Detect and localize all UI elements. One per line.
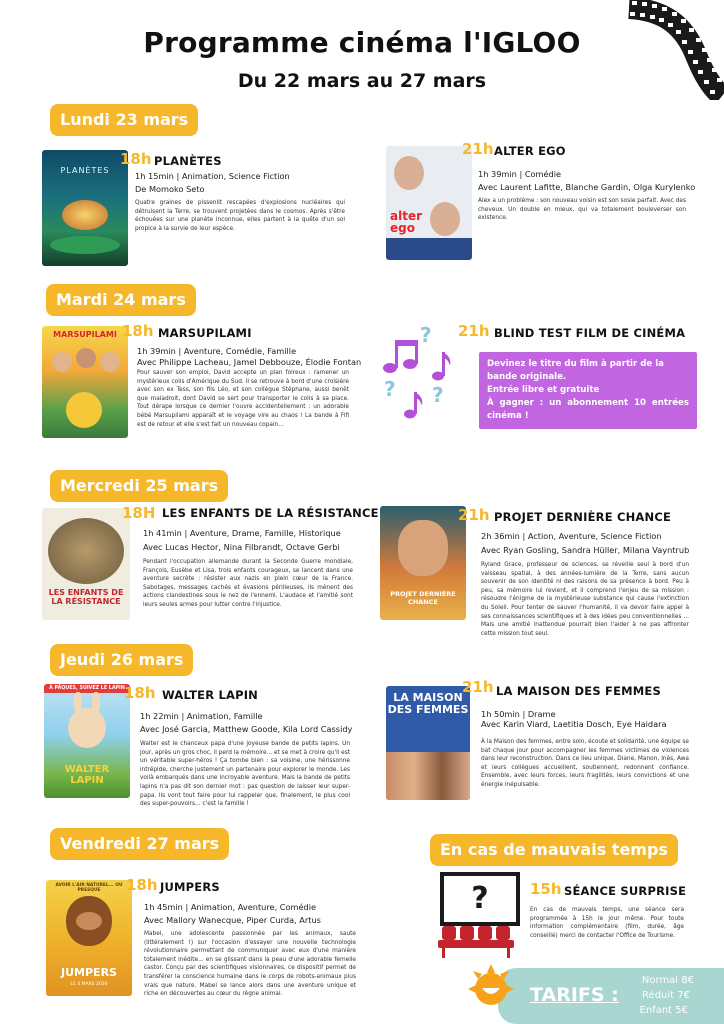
sun-smiley-icon xyxy=(466,962,516,1012)
poster-title: LES ENFANTS DE LA RÉSISTANCE xyxy=(48,588,124,606)
poster-title: MARSUPILAMI xyxy=(53,330,117,339)
poster-tagline: À PÂQUES, SUIVEZ LE LAPIN xyxy=(44,684,130,693)
movie-title: LA MAISON DES FEMMES xyxy=(496,684,661,698)
day-banner-wednesday: Mercredi 25 mars xyxy=(50,470,228,502)
showtime: 21h xyxy=(458,322,490,340)
movie-meta: 1h 15min | Animation, Science Fiction xyxy=(135,171,290,181)
movie-cast: Avec José Garcia, Matthew Goode, Kila Lord Cassidy xyxy=(140,724,353,734)
poster-alter-ego xyxy=(386,146,472,260)
movie-cast: Avec Karin Viard, Laetitia Dosch, Eye Haidara xyxy=(481,719,667,729)
movie-synopsis: Ryland Grace, professeur de sciences, se réveille seul à bord d'un vaisseau spatial, à des années-lumière de la Terre, sans aucun souvenir de son identité ni des raisons de sa présence à bord. Peu à peu, sa mémoire lui revient, et il comprend l'enjeu de sa mission : résoudre l'énigme de la mystérieuse substance qui cause l'extinction du Soleil. Pour tenter de sauver l'humanité, il va devoir faire appel à ses connaissances scientifiques et à des idées peu conventionnelles ... Mais une amitié inattendue pourrait bien l'aider à ne pas affronter cette mission tout seul. xyxy=(481,562,689,637)
poster-jumpers xyxy=(46,880,132,996)
showtime: 21h xyxy=(462,678,494,696)
poster-title: PLANÈTES xyxy=(60,166,110,175)
page-subtitle: Du 22 mars au 27 mars xyxy=(237,70,487,92)
poster-maison-des-femmes xyxy=(386,686,470,800)
poster-tagline: AVOIR L'AIR NATUREL... OU PRESQUE xyxy=(55,883,123,893)
bad-weather-description: En cas de mauvais temps, une séance sera programmée à 15h le jour même. Pour toute information complémentaire (film, durée, âge conseillé) merci de contacter l'Office de Tourisme. xyxy=(530,907,684,939)
page-title: Programme cinéma l'IGLOO xyxy=(143,26,581,59)
tarifs-label: TARIFS : xyxy=(530,984,619,1006)
movie-synopsis: À la Maison des femmes, entre soin, écoute et solidarité, une équipe se bat chaque jour pour accompagner les femmes victimes de violences dans leur reconstruction. Dans ce lieu unique, Diane, Manon, Inès, Awa et leurs collègues accueillent, soutiennent, redonnent confiance. Ensemble, avec leurs forces, leurs fragilités, leurs convictions et une énergie inépuisable. xyxy=(481,739,689,788)
movie-meta: 1h 39min | Aventure, Comédie, Famille xyxy=(137,346,297,356)
movie-meta: 1h 39min | Comédie xyxy=(478,169,562,179)
showtime: 18h xyxy=(124,684,156,702)
tarif-normal: Normal 8€ xyxy=(641,975,694,986)
poster-enfants-resistance xyxy=(42,508,130,620)
showtime: 18h xyxy=(126,876,158,894)
poster-title: WALTER LAPIN xyxy=(64,764,110,786)
day-banner-thursday: Jeudi 26 mars xyxy=(50,644,193,676)
movie-cast: Avec Mallory Wanecque, Piper Curda, Artus xyxy=(144,915,321,925)
poster-marsupilami xyxy=(42,326,128,438)
svg-text:?: ? xyxy=(432,383,444,407)
poster-title: LA MAISON DES FEMMES xyxy=(387,691,469,716)
day-banner-monday: Lundi 23 mars xyxy=(50,104,198,136)
movie-synopsis: Mabel, une adolescente passionnée par les animaux, saute (littéralement !) sur l'occasion d'essayer une nouvelle technologie révolutionnaire permettant de communiquer avec eux d'une manière totalement inédite... en se glissant dans la peau d'une adorable femelle castor. Conçu par des scientifiques visionnaires, ce dispositif permet de transférer la conscience humaine dans le corps de robots-animaux plus vrais que nature. Mabel se lance alors dans une aventure unique et riche en découvertes au cœur du règne animal. xyxy=(144,931,356,998)
poster-projet-derniere-chance xyxy=(380,506,466,620)
poster-release-date: LE 4 MARS 2026 xyxy=(70,982,108,987)
svg-text:?: ? xyxy=(420,323,432,347)
poster-planetes xyxy=(42,150,128,266)
movie-synopsis: Alex a un problème : son nouveau voisin est son sosie parfait. Avec des cheveux. Un double en mieux, qui va totalement bouleverser son existence. xyxy=(478,198,686,222)
movie-synopsis: Walter est le chanceux papa d'une joyeuse bande de petits lapins. Un jour, après un gros choc, il perd la mémoire... et se met à croire qu'il est un véritable super-héros ! Ça tombe bien : sa voisine, une hérissonne intrépide, cherche justement un partenaire pour explorer le monde. Les voilà embarqués dans une incroyable aventure. Mais la bande de petits lapins n'a pas dit son dernier mot : pas question de laisser leur super-papa. Ils vont tout faire pour lui rappeler que, finalement, le plus cool des super-pouvoirs... c'est la famille ! xyxy=(140,741,350,808)
poster-walter-lapin xyxy=(44,684,130,798)
event-title: SÉANCE SURPRISE xyxy=(564,884,687,898)
poster-title: alter ego xyxy=(390,209,423,235)
movie-synopsis: Pendant l'occupation allemande durant la Seconde Guerre mondiale, François, Eusèbe et Lisa, trois enfants courageux, se lancent dans une aventure secrète : résister aux nazis en plein cœur de la France. Sabotages, messages cachés et évasions périlleuses, ils mènent des actions clandestines sous le nez de l'ennemi. L'audace et l'amitié sont leurs seules armes pour lutter contre l'injustice. xyxy=(143,559,353,608)
tarif-enfant: Enfant 5€ xyxy=(639,1005,688,1016)
movie-title: LES ENFANTS DE LA RÉSISTANCE xyxy=(162,506,379,520)
movie-meta: 1h 41min | Aventure, Drame, Famille, Historique xyxy=(143,528,341,538)
poster-title: JUMPERS xyxy=(61,966,117,979)
event-title: BLIND TEST FILM DE CINÉMA xyxy=(494,326,686,340)
day-banner-tuesday: Mardi 24 mars xyxy=(46,284,196,316)
movie-title: WALTER LAPIN xyxy=(162,688,259,702)
movie-cast: Avec Lucas Hector, Nina Filbrandt, Octave Gerbi xyxy=(143,542,340,552)
movie-title: ALTER EGO xyxy=(494,144,566,158)
film-strip-icon xyxy=(624,0,724,100)
cinema-screen-icon: ? xyxy=(440,872,520,926)
showtime: 15h xyxy=(530,880,562,898)
movie-cast: Avec Laurent Lafitte, Blanche Gardin, Olga Kurylenko xyxy=(478,182,696,192)
movie-cast: Avec Ryan Gosling, Sandra Hüller, Milana Vayntrub xyxy=(481,545,690,555)
movie-title: MARSUPILAMI xyxy=(158,326,252,340)
movie-synopsis: Quatre graines de pissenlit rescapées d'explosions nucléaires qui détruisent la Terre, se trouvent projetées dans le cosmos. Après s'être échouées sur une planète inconnue, elles partent à la quête d'un sol propice à la survie de leur espèce. xyxy=(135,200,345,232)
blind-test-line-3: À gagner : un abonnement 10 entrées cinéma ! xyxy=(487,398,689,421)
day-banner-friday: Vendredi 27 mars xyxy=(50,828,229,860)
svg-text:?: ? xyxy=(384,377,396,401)
blind-test-line-2: Entrée libre et gratuite xyxy=(487,385,600,395)
movie-director: De Momoko Seto xyxy=(135,184,205,194)
movie-title: JUMPERS xyxy=(160,880,220,894)
showtime: 18h xyxy=(122,322,154,340)
movie-meta: 1h 45min | Animation, Aventure, Comédie xyxy=(144,902,317,912)
blind-test-line-1: Devinez le titre du film à partir de la bande originale. xyxy=(487,359,664,382)
music-notes-icon xyxy=(380,322,460,422)
movie-cast: Avec Philippe Lacheau, Jamel Debbouze, Élodie Fontan xyxy=(137,357,362,367)
movie-meta: 2h 36min | Action, Aventure, Science Fiction xyxy=(481,531,662,541)
movie-meta: 1h 50min | Drame xyxy=(481,709,556,719)
movie-synopsis: Pour sauver son emploi, David accepte un plan foireux : ramener un mystérieux colis d'Amérique du Sud. Il se retrouve à bord d'une croisière avec son ex Tess, son fils Léo, et son collègue Stéphane, aussi benêt que maladroit, dont David se sert pour transporter le colis à sa place. Tout dérape lorsque ce dernier l'ouvre accidentellement : un adorable bébé Marsupilami apparaît et le voyage vire au chaos ! La bande à Fifi est de retour et elle s'est fait un nouveau copain... xyxy=(137,370,349,428)
showtime: 21h xyxy=(458,506,490,524)
cinema-seats-icon xyxy=(438,922,518,960)
showtime: 18h xyxy=(120,150,152,168)
movie-title: PROJET DERNIÈRE CHANCE xyxy=(494,510,672,524)
showtime: 18H xyxy=(122,504,156,522)
bad-weather-banner: En cas de mauvais temps xyxy=(430,834,678,866)
movie-title: PLANÈTES xyxy=(154,154,222,168)
poster-title: PROJET DERNIÈRE CHANCE xyxy=(390,590,456,606)
blind-test-info-box xyxy=(479,352,697,429)
tarif-reduit: Réduit 7€ xyxy=(642,990,690,1001)
movie-meta: 1h 22min | Animation, Famille xyxy=(140,711,263,721)
showtime: 21h xyxy=(462,140,494,158)
